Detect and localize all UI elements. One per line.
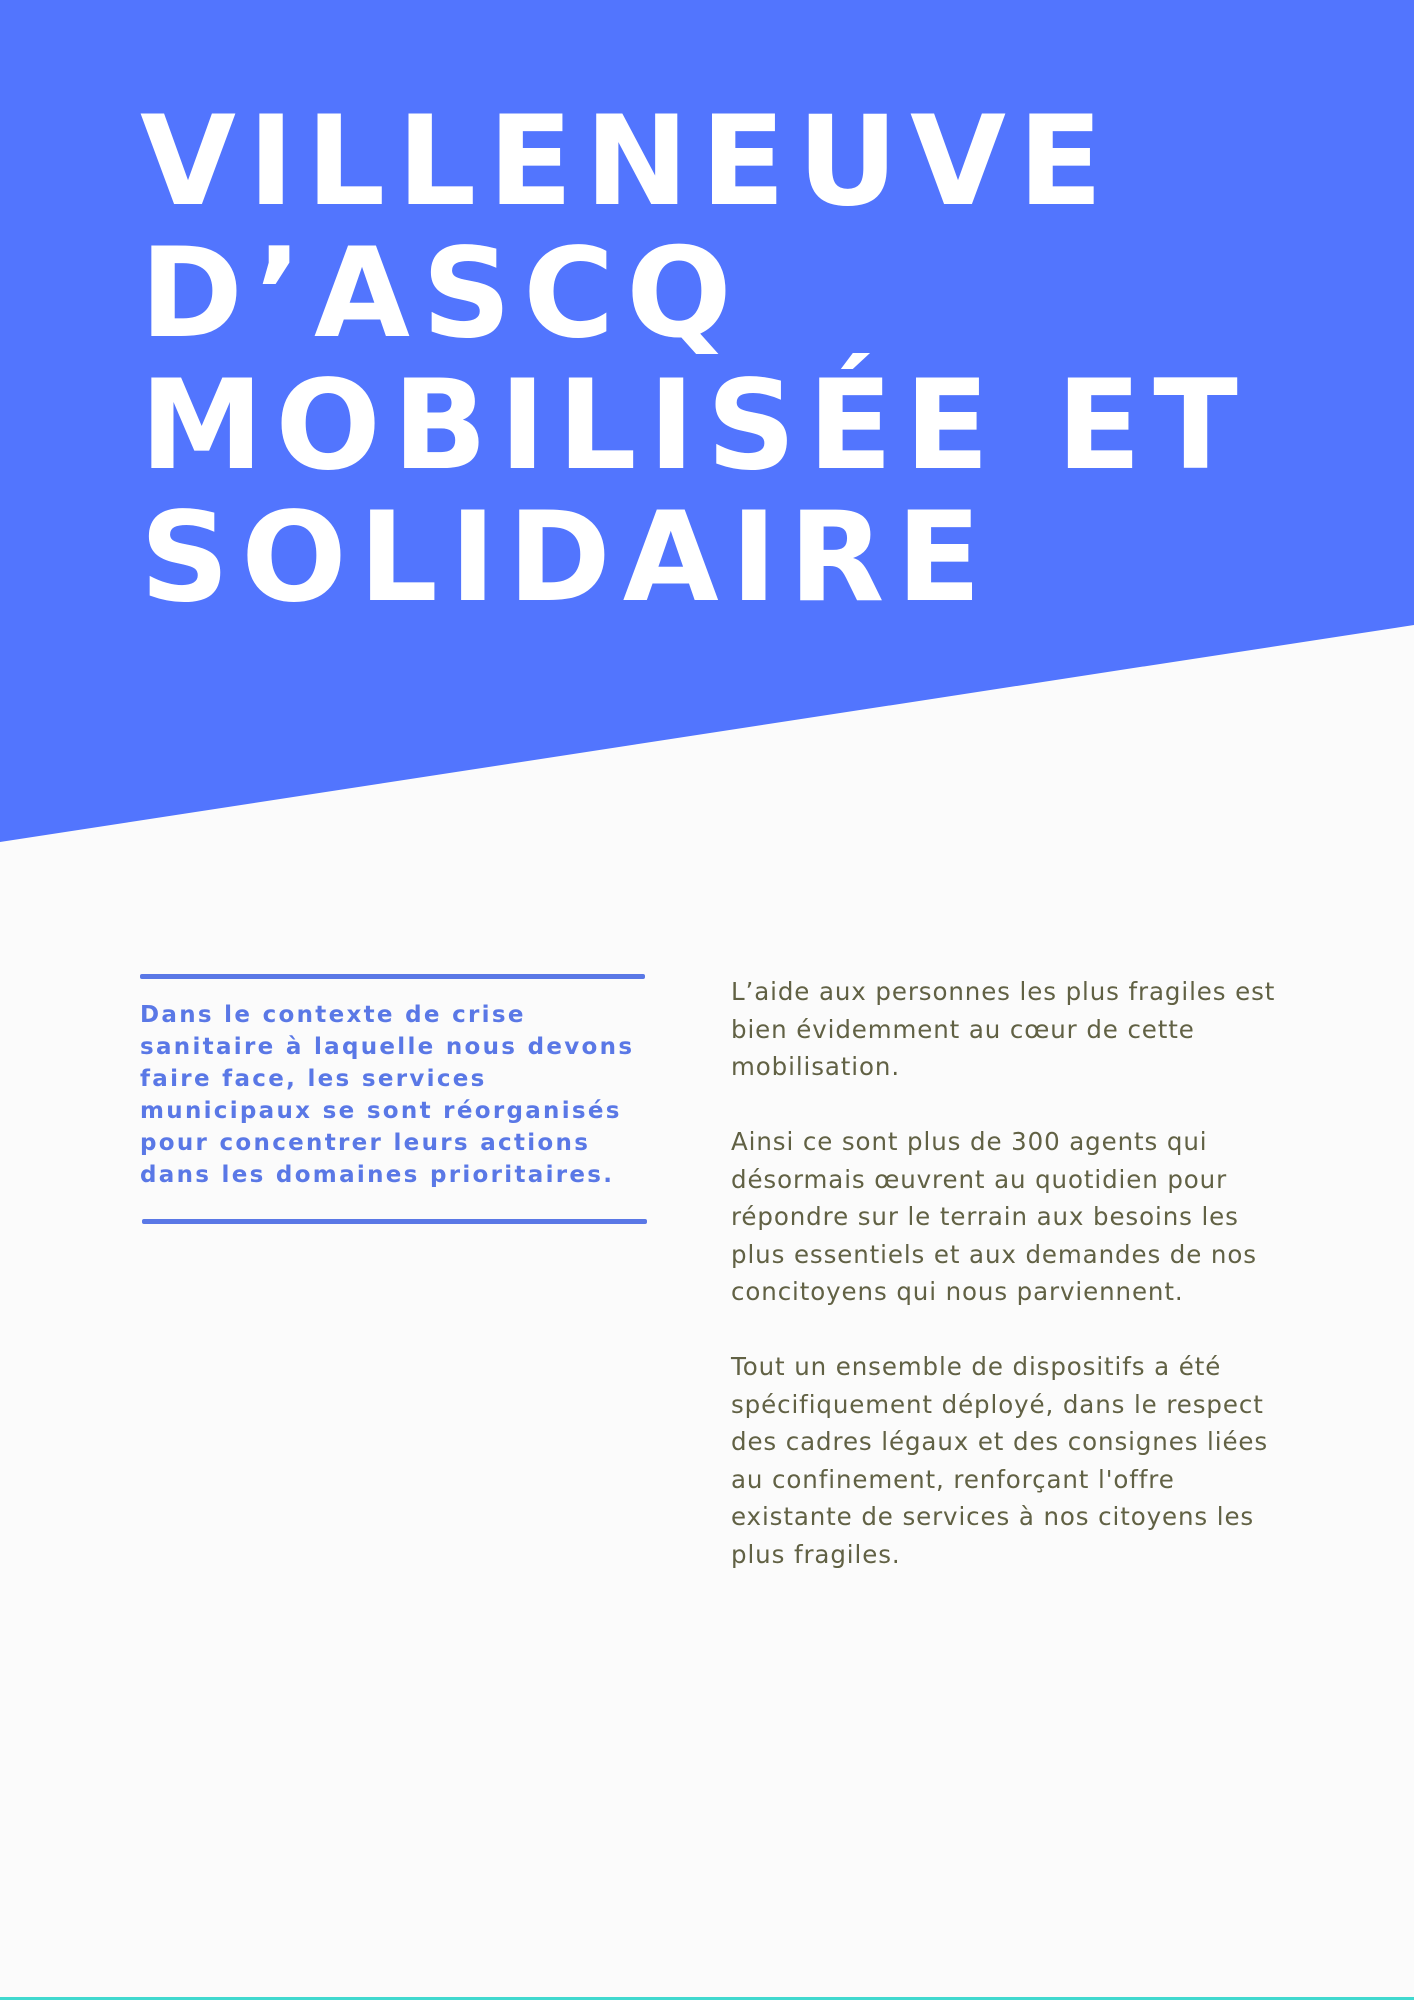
body-paragraph: Tout un ensemble de dispositifs a été spécifiquement déployé, dans le respect des cadres légaux et des consignes liées au confinement, renforçant l'offre existante de services à nos citoyens les plus fragiles. [731, 1352, 1269, 1569]
title-line: SOLIDAIRE [140, 486, 994, 630]
title-line: VILLENEUVE [140, 90, 1115, 234]
callout-bottom-rule [142, 1219, 647, 1224]
intro-text: Dans le contexte de crise sanitaire à laquelle nous devons faire face, les services municipaux se sont réorganisés pour concentrer leurs actions dans les domaines prioritaires. [140, 1002, 635, 1188]
callout-top-rule [140, 974, 645, 979]
body-text-column [731, 973, 1291, 1611]
title-line: D’ASCQ [140, 222, 744, 366]
title-line: MOBILISÉE ET [140, 354, 1250, 498]
page-title [140, 90, 1250, 630]
body-paragraph: Ainsi ce sont plus de 300 agents qui désormais œuvrent au quotidien pour répondre sur le terrain aux besoins les plus essentiels et aux demandes de nos concitoyens qui nous parviennent. [731, 1127, 1257, 1306]
body-paragraph: L’aide aux personnes les plus fragiles est bien évidemment au cœur de cette mobilisation. [731, 977, 1276, 1081]
intro-callout [140, 974, 647, 1224]
